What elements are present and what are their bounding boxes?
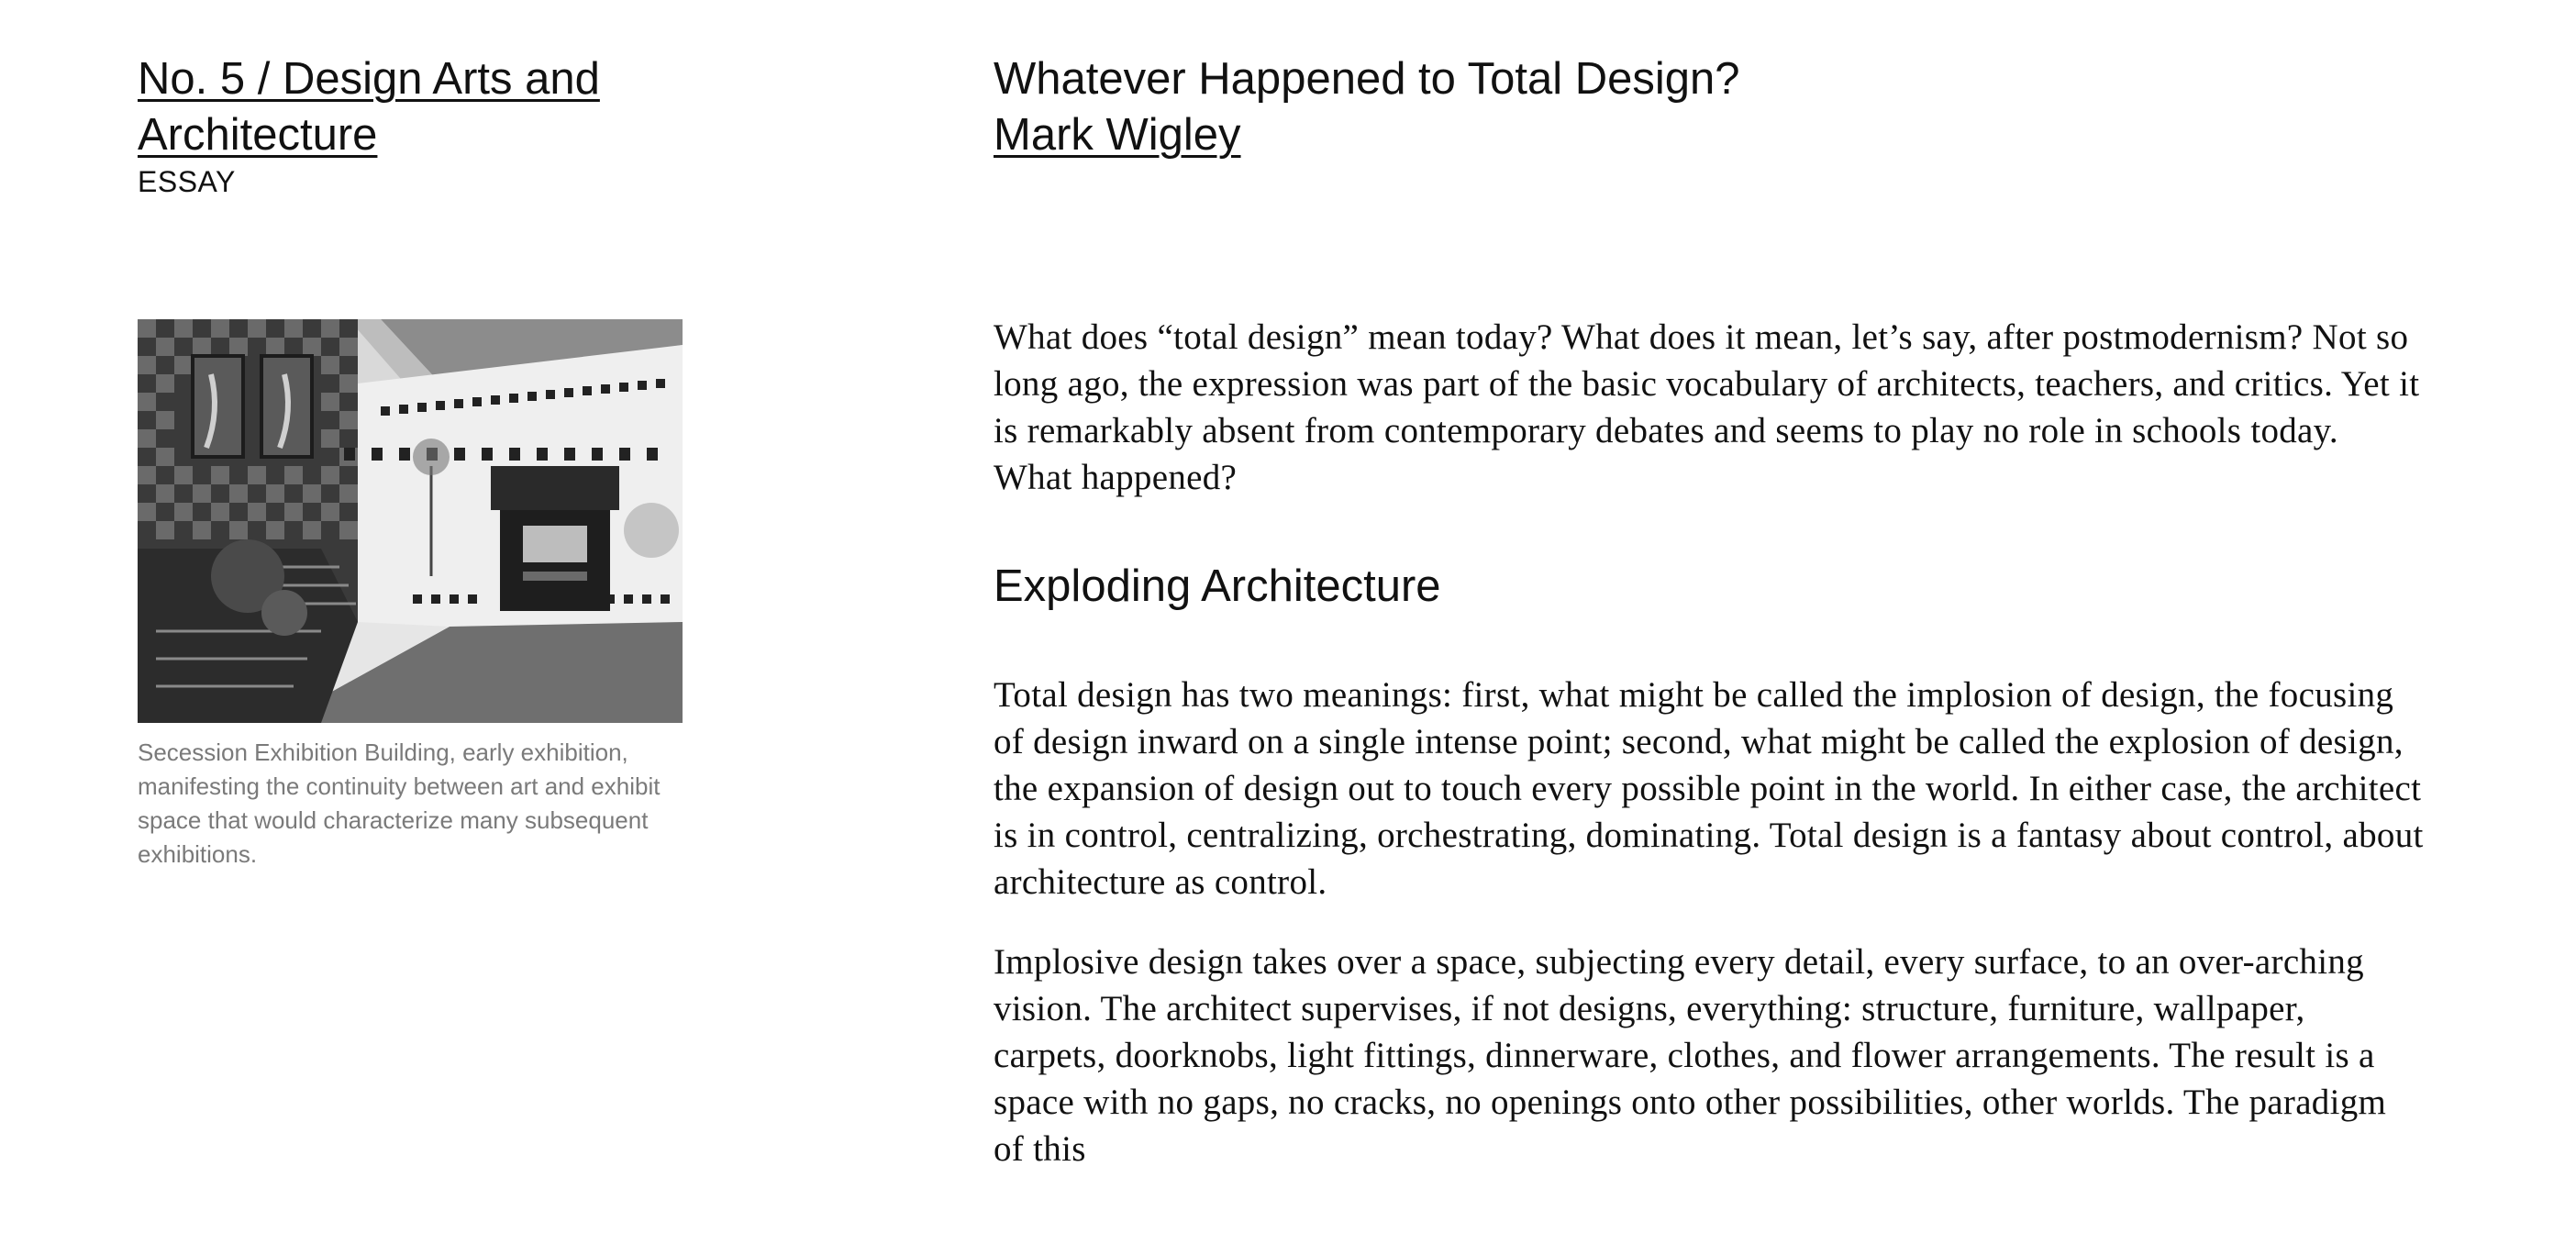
- section-label: ESSAY: [138, 165, 236, 198]
- article-body: [994, 314, 2425, 1172]
- article-title: Whatever Happened to Total Design?: [994, 54, 1740, 104]
- body-paragraph: Implosive design takes over a space, subjecting every detail, every surface, to an over-arching vision. The architect supervises, if not designs, everything: structure, furniture, wallpaper, carpets, doorknobs, light fittings, dinnerware, clothes, and flower arrangements. The result is a space with no gaps, no cracks, no openings onto other possibilities, other worlds. The paradigm of this: [994, 942, 2387, 1169]
- exhibition-photo[interactable]: [138, 319, 683, 723]
- body-paragraph: Total design has two meanings: first, what might be called the implosion of design, the focusing of design inward on a single intense point; second, what might be called the explosion of design, the expansion of design out to touch every possible point in the world. In either case, the architect is in control, centralizing, orchestrating, dominating. Total design is a fantasy about control, about architecture as control.: [994, 675, 2424, 902]
- section-heading: Exploding Architecture: [994, 561, 1441, 611]
- figure: [138, 319, 683, 872]
- figure-caption: Secession Exhibition Building, early exhibition, manifesting the continuity between art and exhibit space that would characterize many subsequent exhibitions.: [138, 739, 661, 868]
- intro-paragraph: What does “total design” mean today? What does it mean, let’s say, after postmodernism? Not so long ago, the expression was part of the basic vocabulary of architects, teachers, and critics. Yet it is remarkably absent from contemporary debates and seems to play no role in schools today. What happened?: [994, 317, 2420, 497]
- issue-title-link[interactable]: No. 5 / Design Arts and Architecture: [138, 54, 600, 160]
- issue-header: [138, 51, 688, 200]
- article-header: [994, 51, 2425, 163]
- author-link[interactable]: Mark Wigley: [994, 110, 1241, 160]
